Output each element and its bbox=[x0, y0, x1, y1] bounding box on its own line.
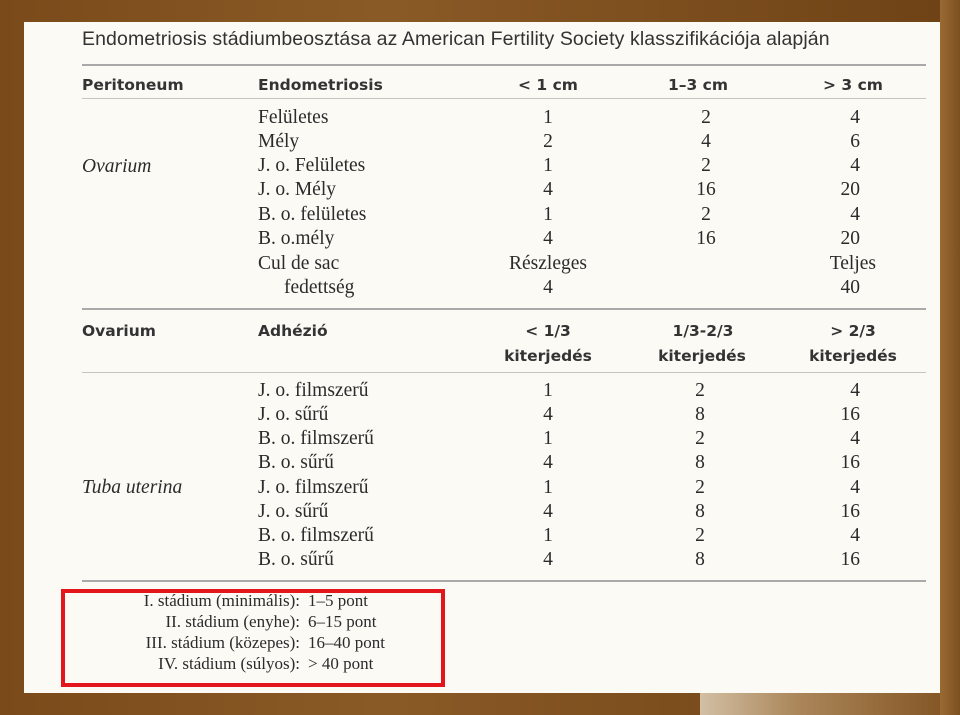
section2-header-rule bbox=[82, 372, 926, 373]
row-label: B. o. filmszerű bbox=[258, 428, 374, 449]
row-label: J. o. sűrű bbox=[258, 404, 329, 425]
row-label: J. o. Mély bbox=[258, 179, 336, 200]
header-1-3-2-3: 1/3-2/3 bbox=[672, 322, 734, 340]
cell-lt-1-3: 1 bbox=[543, 380, 553, 401]
table-title: Endometriosis stádiumbeosztása az American Fertility Society klasszifikációja alapján bbox=[82, 28, 830, 50]
cell-lt-1-3: 1 bbox=[543, 525, 553, 546]
section1-header-rule bbox=[82, 98, 926, 99]
cell-lt-1-3: 4 bbox=[543, 404, 553, 425]
stage-name: I. stádium (minimális): bbox=[143, 591, 300, 610]
row-label: B. o. filmszerű bbox=[258, 525, 374, 546]
cell-gt-2-3: 16 bbox=[840, 549, 860, 570]
group-label-ovarium: Ovarium bbox=[82, 156, 152, 177]
header-gt-2-3: > 2/3 bbox=[830, 322, 876, 340]
cell-gt-3cm: 20 bbox=[840, 179, 860, 200]
cell-1-3cm: 4 bbox=[701, 131, 711, 152]
stage-value: 16–40 pont bbox=[308, 633, 385, 652]
header-endometriosis: Endometriosis bbox=[258, 76, 383, 94]
cell-gt-3cm: 4 bbox=[850, 155, 860, 176]
cell-1-3-2-3: 2 bbox=[695, 428, 705, 449]
document-sheet bbox=[24, 22, 940, 693]
cell-gt-2-3: 16 bbox=[840, 501, 860, 522]
frame-right-edge bbox=[940, 0, 960, 715]
row-label: J. o. filmszerű bbox=[258, 380, 369, 401]
cell-gt-2-3: 4 bbox=[850, 477, 860, 498]
stage-value: > 40 pont bbox=[308, 654, 374, 673]
cell-gt-3cm: 40 bbox=[840, 277, 860, 298]
header-lt-1cm: < 1 cm bbox=[518, 76, 578, 94]
row-label: Felületes bbox=[258, 107, 329, 128]
cell-lt-1cm: 2 bbox=[543, 131, 553, 152]
row-label: B. o. sűrű bbox=[258, 549, 334, 570]
subheader-kiterjedes: kiterjedés bbox=[658, 347, 746, 365]
cell-1-3-2-3: 8 bbox=[695, 549, 705, 570]
stage-name: III. stádium (közepes): bbox=[145, 633, 300, 652]
row-label: B. o.mély bbox=[258, 228, 335, 249]
cell-1-3-2-3: 2 bbox=[695, 380, 705, 401]
subheader-kiterjedes: kiterjedés bbox=[809, 347, 897, 365]
stage-value: 6–15 pont bbox=[308, 612, 377, 631]
cell-gt-3cm: Teljes bbox=[829, 253, 876, 274]
row-label: J. o. filmszerű bbox=[258, 477, 369, 498]
cell-lt-1cm: 4 bbox=[543, 277, 553, 298]
stage-name: II. stádium (enyhe): bbox=[165, 612, 300, 631]
stage-name: IV. stádium (súlyos): bbox=[158, 654, 300, 673]
cell-gt-3cm: 20 bbox=[840, 228, 860, 249]
header-lt-1-3: < 1/3 bbox=[525, 322, 571, 340]
cell-lt-1cm: 4 bbox=[543, 228, 553, 249]
header-ovarium: Ovarium bbox=[82, 322, 156, 340]
row-label: Mély bbox=[258, 131, 300, 152]
cell-1-3-2-3: 2 bbox=[695, 477, 705, 498]
row-label: Cul de sac bbox=[258, 253, 340, 274]
cell-1-3-2-3: 8 bbox=[695, 501, 705, 522]
section2-bottom-rule bbox=[82, 580, 926, 582]
frame-bottom-decoration bbox=[700, 693, 940, 715]
cell-lt-1cm: 1 bbox=[543, 155, 553, 176]
subheader-kiterjedes: kiterjedés bbox=[504, 347, 592, 365]
cell-gt-3cm: 4 bbox=[850, 204, 860, 225]
cell-gt-3cm: 4 bbox=[850, 107, 860, 128]
section1-bottom-rule bbox=[82, 308, 926, 310]
cell-lt-1-3: 1 bbox=[543, 428, 553, 449]
cell-1-3-2-3: 8 bbox=[695, 404, 705, 425]
cell-lt-1-3: 4 bbox=[543, 501, 553, 522]
group-label-tuba-uterina: Tuba uterina bbox=[82, 477, 183, 498]
cell-1-3-2-3: 8 bbox=[695, 452, 705, 473]
cell-gt-2-3: 4 bbox=[850, 380, 860, 401]
cell-1-3cm: 2 bbox=[701, 107, 711, 128]
header-1-3cm: 1–3 cm bbox=[667, 76, 729, 94]
cell-gt-2-3: 16 bbox=[840, 452, 860, 473]
cell-1-3cm: 16 bbox=[696, 179, 716, 200]
title-rule bbox=[82, 64, 926, 66]
row-label: B. o. sűrű bbox=[258, 452, 334, 473]
cell-gt-2-3: 16 bbox=[840, 404, 860, 425]
cell-lt-1cm: Részleges bbox=[509, 253, 587, 274]
cell-1-3-2-3: 2 bbox=[695, 525, 705, 546]
cell-gt-3cm: 6 bbox=[850, 131, 860, 152]
cell-lt-1cm: 1 bbox=[543, 204, 553, 225]
cell-1-3cm: 2 bbox=[701, 204, 711, 225]
row-label: J. o. Felületes bbox=[258, 155, 366, 176]
cell-lt-1cm: 4 bbox=[543, 179, 553, 200]
row-label: B. o. felületes bbox=[258, 204, 367, 225]
cell-lt-1cm: 1 bbox=[543, 107, 553, 128]
cell-1-3cm: 16 bbox=[696, 228, 716, 249]
cell-lt-1-3: 4 bbox=[543, 452, 553, 473]
header-adhezio: Adhézió bbox=[258, 322, 328, 340]
header-peritoneum: Peritoneum bbox=[82, 76, 184, 94]
stage-value: 1–5 pont bbox=[308, 591, 368, 610]
cell-1-3cm: 2 bbox=[701, 155, 711, 176]
header-gt-3cm: > 3 cm bbox=[823, 76, 883, 94]
cell-gt-2-3: 4 bbox=[850, 428, 860, 449]
cell-gt-2-3: 4 bbox=[850, 525, 860, 546]
row-label: J. o. sűrű bbox=[258, 501, 329, 522]
row-label: fedettség bbox=[284, 277, 355, 298]
cell-lt-1-3: 4 bbox=[543, 549, 553, 570]
cell-lt-1-3: 1 bbox=[543, 477, 553, 498]
